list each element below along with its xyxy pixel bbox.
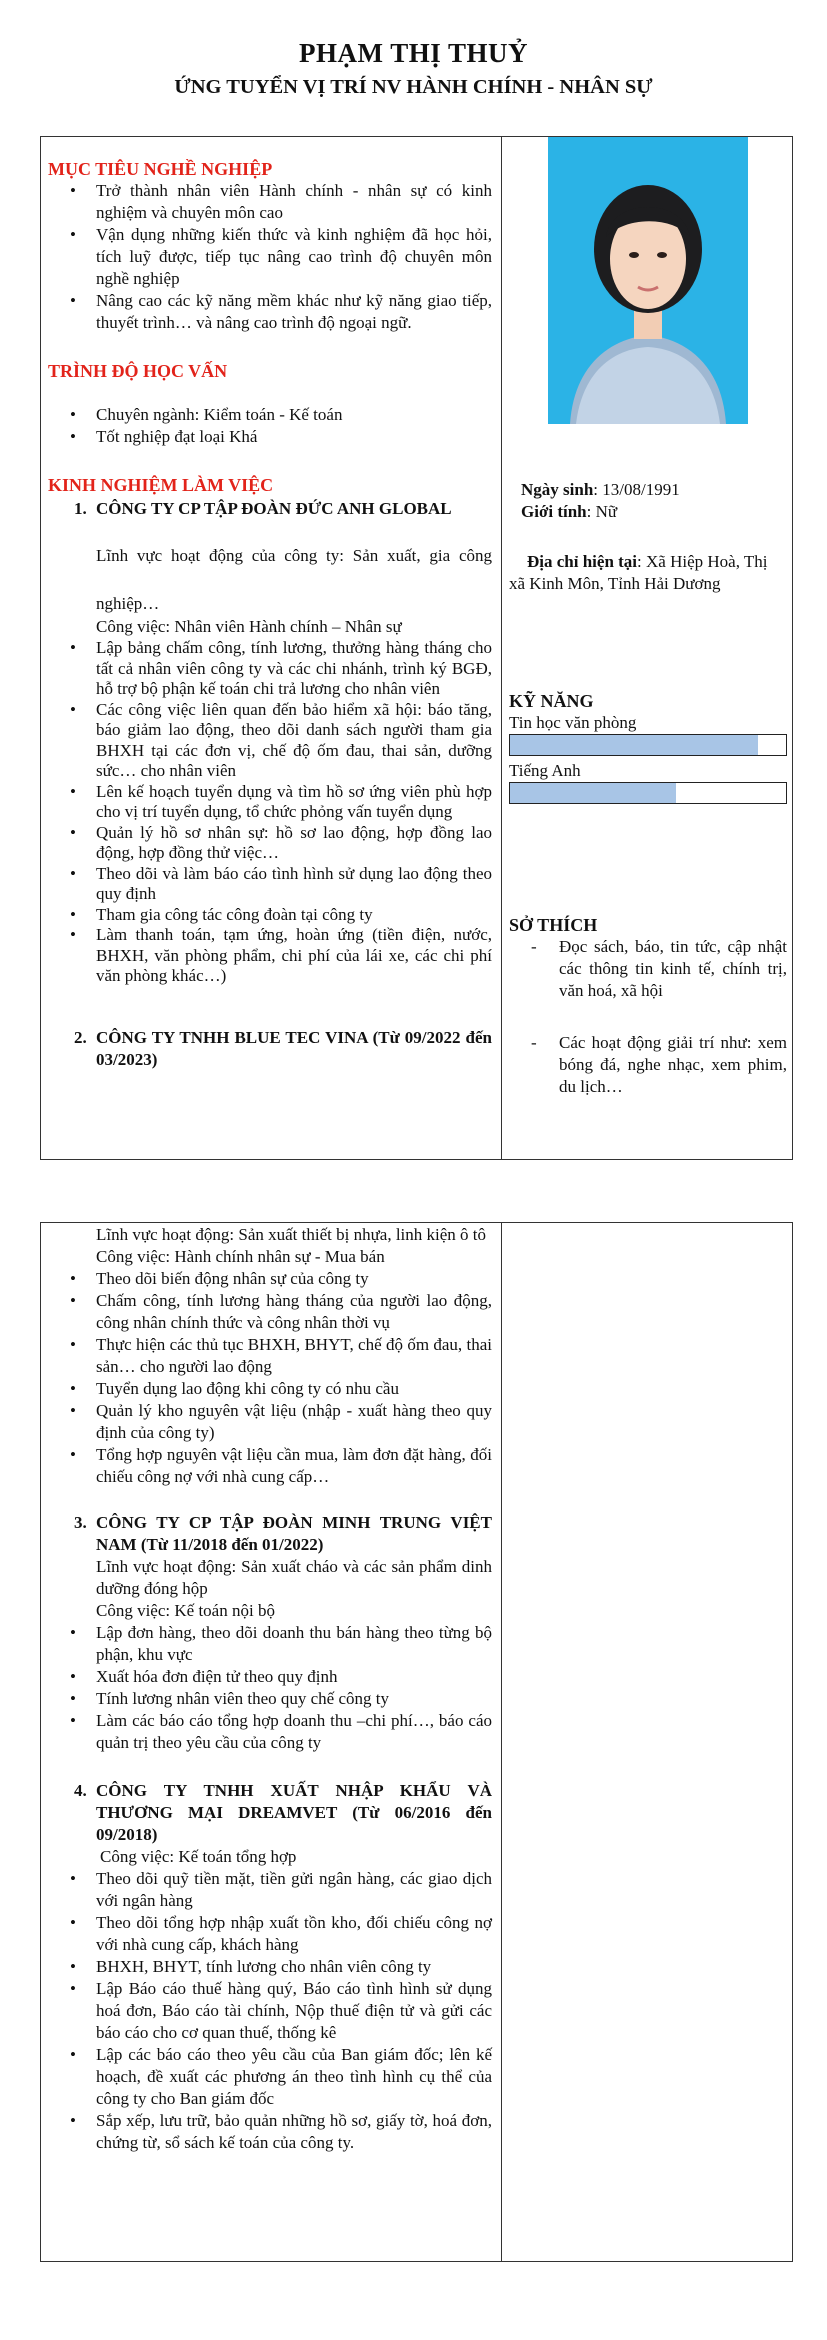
page2-left-column [48, 1224, 492, 2154]
address-row [509, 551, 787, 595]
company-2-field: Lĩnh vực hoạt động: Sản xuất thiết bị nhựa, linh kiện ô tô [96, 1225, 487, 1244]
dob-value: : 13/08/1991 [593, 480, 680, 499]
task-item: • Lập đơn hàng, theo dõi doanh thu bán hàng theo từng bộ phận, khu vực [96, 1622, 492, 1666]
hobbies-title: SỞ THÍCH [509, 915, 598, 935]
page1-right-column [509, 470, 787, 1098]
objective-list [48, 180, 492, 334]
objective-title: MỤC TIÊU NGHỀ NGHIỆP [48, 159, 273, 179]
task-item: • Theo dõi biến động nhân sự của công ty [96, 1268, 492, 1290]
task-item: • Lên kế hoạch tuyển dụng và tìm hồ sơ ứng viên phù hợp cho vị trí tuyển dụng, tổ chức phỏng vấn tuyển dụng [96, 782, 492, 823]
skill-name: Tin học văn phòng [509, 713, 637, 732]
objective-item: • Nâng cao các kỹ năng mềm khác như kỹ năng giao tiếp, thuyết trình… và nâng cao trình độ ngoại ngữ. [96, 290, 492, 334]
company-4-name: CÔNG TY TNHH XUẤT NHẬP KHẨU VÀ THƯƠNG MẠI DREAMVET (Từ 06/2016 đến 09/2018) [96, 1781, 492, 1844]
task-item: • Xuất hóa đơn điện tử theo quy định [96, 1666, 492, 1688]
skill-name: Tiếng Anh [509, 761, 581, 780]
task-item: • Quản lý kho nguyên vật liệu (nhập - xuất hàng theo quy định của công ty) [96, 1400, 492, 1444]
task-item: • Tổng hợp nguyên vật liệu cần mua, làm đơn đặt hàng, đối chiếu công nợ với nhà cung cấp… [96, 1444, 492, 1488]
company-4-title [48, 1780, 492, 1846]
skill-bar [509, 782, 787, 804]
company-2-tasks [48, 1268, 492, 1488]
company-4-job: Công việc: Kế toán tổng hợp [100, 1847, 297, 1866]
task-item: • Quản lý hồ sơ nhân sự: hồ sơ lao động, hợp đồng lao động, hợp đồng thử việc… [96, 823, 492, 864]
education-list [48, 404, 492, 448]
task-item: • Theo dõi quỹ tiền mặt, tiền gửi ngân hàng, các giao dịch với ngân hàng [96, 1868, 492, 1912]
company-3-title [48, 1512, 492, 1556]
task-item: • BHXH, BHYT, tính lương cho nhân viên công ty [96, 1956, 492, 1978]
education-item: • Chuyên ngành: Kiểm toán - Kế toán [96, 404, 492, 426]
task-item: • Thực hiện các thủ tục BHXH, BHYT, chế độ ốm đau, thai sản… cho người lao động [96, 1334, 492, 1378]
page2-column-divider [501, 1222, 502, 2262]
task-item: • Sắp xếp, lưu trữ, bảo quản những hồ sơ, giấy tờ, hoá đơn, chứng từ, sổ sách kế toán của công ty. [96, 2110, 492, 2154]
candidate-name: PHẠM THỊ THUỶ [298, 38, 529, 68]
task-item: • Lập các báo cáo theo yêu cầu của Ban giám đốc; lên kế hoạch, đề xuất các phương án theo tình hình cụ thể của công ty cho Ban giám đốc [96, 2044, 492, 2110]
company-1-field: Lĩnh vực hoạt động của công ty: Sản xuất, gia công nghiệp… [96, 546, 492, 613]
company-1-name: CÔNG TY CP TẬP ĐOÀN ĐỨC ANH GLOBAL [96, 499, 452, 518]
company-3-job: Công việc: Kế toán nội bộ [96, 1601, 275, 1620]
company-4-number: 4. [74, 1781, 87, 1800]
task-item: • Theo dõi và làm báo cáo tình hình sử dụng lao động theo quy định [96, 864, 492, 905]
hobby-item: - Các hoạt động giải trí như: xem bóng đá, nghe nhạc, xem phim, du lịch… [559, 1032, 787, 1098]
company-2-job: Công việc: Hành chính nhân sự - Mua bán [96, 1247, 385, 1266]
company-1-title [48, 498, 492, 520]
address-value: : Xã Hiệp Hoà, Thị xã Kinh Môn, Tỉnh Hải Dương [509, 552, 768, 593]
dob-row [509, 479, 787, 501]
task-item: • Chấm công, tính lương hàng tháng của người lao động, công nhân chính thức và công nhân thời vụ [96, 1290, 492, 1334]
objective-item: • Vận dụng những kiến thức và kinh nghiệm đã học hỏi, tích luỹ được, tiếp tục nâng cao trình độ chuyên môn nghề nghiệp [96, 224, 492, 290]
task-item: • Các công việc liên quan đến bảo hiểm xã hội: báo tăng, báo giảm lao động, theo dõi danh sách người tham gia BHXH tại các đơn vị, chế độ ốm đau, thai sản, dưỡng sức… cho nhân viên [96, 700, 492, 782]
education-title: TRÌNH ĐỘ HỌC VẤN [48, 361, 228, 381]
hobbies-list [509, 936, 787, 1098]
person-portrait-icon [548, 137, 748, 424]
company-1-job: Công việc: Nhân viên Hành chính – Nhân sự [96, 617, 402, 636]
gender-row [509, 501, 787, 523]
page1-left-column [48, 158, 492, 1071]
dob-label: Ngày sinh [521, 480, 594, 499]
objective-item: • Trở thành nhân viên Hành chính - nhân sự có kinh nghiệm và chuyên môn cao [96, 180, 492, 224]
company-2-name: CÔNG TY TNHH BLUE TEC VINA (Từ 09/2022 đến 03/2023) [96, 1027, 492, 1069]
task-item: • Tính lương nhân viên theo quy chế công ty [96, 1688, 492, 1710]
company-1-number: 1. [74, 499, 87, 518]
skill-bar [509, 734, 787, 756]
task-item: • Tuyển dụng lao động khi công ty có nhu cầu [96, 1378, 492, 1400]
company-3-field: Lĩnh vực hoạt động: Sản xuất cháo và các sản phẩm dinh dưỡng đóng hộp [96, 1557, 492, 1598]
experience-title: KINH NGHIỆM LÀM VIỆC [48, 475, 274, 495]
gender-value: : Nữ [586, 502, 618, 521]
profile-photo [548, 137, 748, 424]
skill-bar-fill [510, 783, 676, 803]
company-3-name: CÔNG TY CP TẬP ĐOÀN MINH TRUNG VIỆT NAM (Từ 11/2018 đến 01/2022) [96, 1513, 492, 1554]
education-item: • Tốt nghiệp đạt loại Khá [96, 426, 492, 448]
skills-title: KỸ NĂNG [509, 691, 594, 711]
hobby-item: - Đọc sách, báo, tin tức, cập nhật các thông tin kinh tế, chính trị, văn hoá, xã hội [559, 936, 787, 1002]
task-item: • Lập bảng chấm công, tính lương, thưởng hàng tháng cho tất cả nhân viên công ty và các chi nhánh, trình ký BGĐ, hỗ trợ bộ phận kế toán chi trả lương cho nhân viên [96, 638, 492, 700]
company-3-number: 3. [74, 1513, 87, 1532]
company-2-number: 2. [74, 1027, 87, 1047]
applied-position: ỨNG TUYỂN VỊ TRÍ NV HÀNH CHÍNH - NHÂN SỰ [174, 76, 653, 98]
task-item: • Lập Báo cáo thuế hàng quý, Báo cáo tình hình sử dụng hoá đơn, Báo cáo tài chính, Nộp thuế điện tử và gửi các báo cáo cho cơ quan thuế, thống kê [96, 1978, 492, 2044]
page1-column-divider [501, 136, 502, 1160]
task-item: • Theo dõi tổng hợp nhập xuất tồn kho, đối chiếu công nợ với nhà cung cấp, khách hàng [96, 1912, 492, 1956]
task-item: • Làm thanh toán, tạm ứng, hoàn ứng (tiền điện, nước, BHXH, văn phòng phẩm, chi phí của lái xe, các chi phí văn phòng khác…) [96, 925, 492, 987]
gender-label: Giới tính [521, 502, 587, 521]
company-3-tasks [48, 1622, 492, 1754]
task-item: • Tham gia công tác công đoàn tại công ty [96, 905, 492, 926]
company-2-title [48, 1027, 492, 1071]
skill-bar-fill [510, 735, 758, 755]
address-label: Địa chỉ hiện tại [527, 552, 638, 571]
company-4-tasks [48, 1868, 492, 2154]
task-item: • Làm các báo cáo tổng hợp doanh thu –chi phí…, báo cáo quản trị theo yêu cầu của công ty [96, 1710, 492, 1754]
company-1-tasks [48, 638, 492, 987]
